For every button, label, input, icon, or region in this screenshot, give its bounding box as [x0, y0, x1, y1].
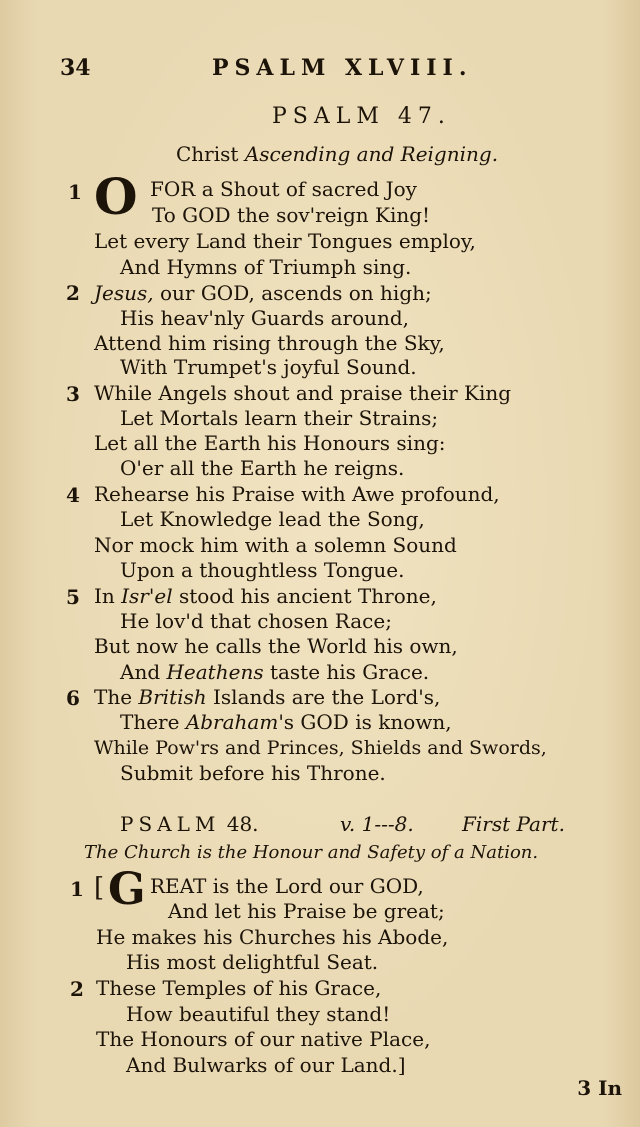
verse-line: O'er all the Earth he reigns. — [120, 456, 405, 480]
verse-line: And Hymns of Triumph sing. — [120, 255, 412, 279]
opening-bracket: [ — [94, 873, 105, 903]
verse-line — [94, 584, 437, 608]
psalm-48-heading — [120, 812, 259, 836]
verse-line: FOR a Shout of sacred Joy — [150, 177, 417, 201]
verse-line: REAT is the Lord our GOD, — [150, 874, 424, 898]
verse-number: 1 — [70, 877, 84, 901]
verse-italic-word: British — [138, 685, 207, 709]
psalm-48-verse-range — [340, 812, 414, 836]
verse-line: Let Mortals learn their Strains; — [120, 406, 439, 430]
psalm-48-subtitle — [84, 842, 538, 863]
verse-line — [120, 710, 452, 734]
verse-line: His most delightful Seat. — [126, 950, 379, 974]
verse-line: While Pow'rs and Princes, Shields and Swords, — [94, 737, 547, 759]
drop-cap: G — [108, 864, 146, 915]
verse-italic-word: Isr'el — [121, 584, 173, 608]
psalm-47-subtitle-roman: Christ — [176, 142, 239, 166]
verse-line: These Temples of his Grace, — [96, 976, 382, 1000]
verse-line: He makes his Churches his Abode, — [96, 925, 449, 949]
verse-line: Nor mock him with a solemn Sound — [94, 533, 457, 557]
verse-text: There — [120, 710, 186, 734]
verse-number: 1 — [68, 180, 82, 204]
verse-line: To GOD the sov'reign King! — [152, 203, 431, 227]
verse-line: How beautiful they stand! — [126, 1002, 391, 1026]
verse-text: In — [94, 584, 122, 608]
verse-number: 3 — [66, 382, 80, 406]
verse-text: our GOD, ascends on high; — [153, 281, 432, 305]
verse-number: 2 — [70, 977, 84, 1001]
verse-line — [94, 281, 432, 305]
verse-italic-word: Jesus, — [94, 281, 154, 305]
drop-cap: O — [94, 167, 138, 226]
psalm-48-part-label — [462, 812, 565, 836]
verse-line: Let every Land their Tongues employ, — [94, 229, 476, 253]
verse-line: His heav'nly Guards around, — [120, 306, 410, 330]
verse-line: Submit before his Throne. — [120, 761, 386, 785]
verse-text: 's GOD is known, — [278, 710, 452, 734]
verse-line: Let Knowledge lead the Song, — [120, 507, 425, 531]
running-head — [0, 55, 640, 83]
verse-italic-word: Heathens — [166, 660, 264, 684]
verse-text: stood his ancient Throne, — [172, 584, 437, 608]
psalm-47-subtitle-italic: Ascending and Reigning. — [244, 142, 499, 166]
verse-text: And — [120, 660, 167, 684]
catchword: 3 In — [577, 1076, 622, 1100]
verse-number: 5 — [66, 585, 80, 609]
psalm-47-heading: PSALM 47. — [272, 104, 451, 129]
verse-italic-word: Abraham — [185, 710, 279, 734]
psalm-48-heading-part: First Part. — [462, 812, 565, 836]
verse-line: With Trumpet's joyful Sound. — [120, 355, 417, 379]
psalm-48-heading-psalm: PSALM — [120, 812, 221, 836]
verse-line: Rehearse his Praise with Awe profound, — [94, 482, 500, 506]
verse-line — [94, 685, 440, 709]
verse-line: He lov'd that chosen Race; — [120, 609, 392, 633]
page-number: 34 — [60, 55, 91, 81]
verse-line: But now he calls the World his own, — [94, 634, 458, 658]
verse-number: 2 — [66, 281, 80, 305]
verse-line: The Honours of our native Place, — [96, 1027, 431, 1051]
verse-text: taste his Grace. — [263, 660, 430, 684]
verse-line: While Angels shout and praise their King — [94, 381, 512, 405]
verse-number: 6 — [66, 686, 80, 710]
verse-line — [120, 660, 429, 684]
psalm-48-heading-number: 48. — [226, 812, 259, 836]
verse-line: Upon a thoughtless Tongue. — [120, 558, 405, 582]
psalm-48-subtitle-text: The Church is the Honour and Safety of a Nation. — [84, 842, 539, 863]
psalm-48-heading-verses: v. 1---8. — [340, 812, 414, 836]
verse-text: Islands are the Lord's, — [206, 685, 441, 709]
verse-number: 4 — [66, 483, 80, 507]
verse-text: The — [94, 685, 139, 709]
verse-line: Let all the Earth his Honours sing: — [94, 431, 446, 455]
verse-line: And let his Praise be great; — [168, 899, 445, 923]
psalm-47-subtitle — [176, 142, 498, 166]
verse-line: And Bulwarks of our Land.] — [126, 1053, 406, 1077]
running-title: PSALM XLVIII. — [212, 55, 473, 81]
verse-line: Attend him rising through the Sky, — [94, 331, 445, 355]
